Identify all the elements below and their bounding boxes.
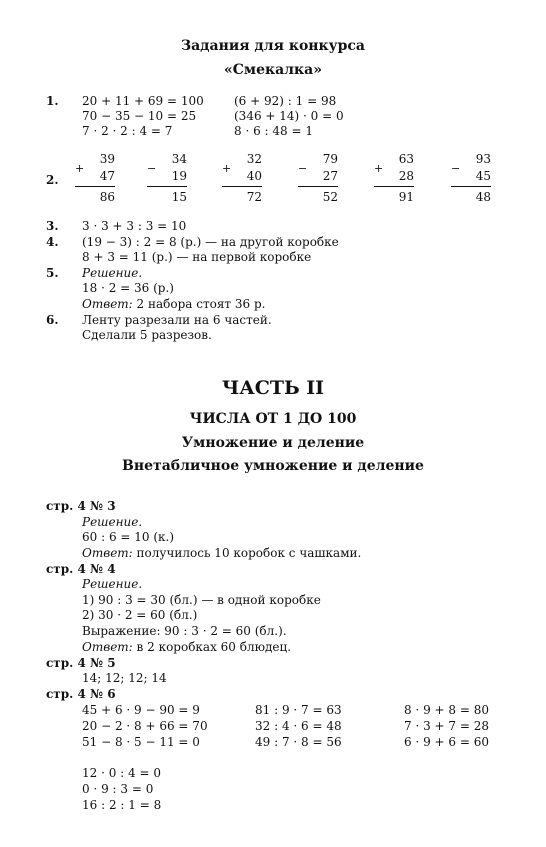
solution-label: Решение. — [82, 515, 143, 529]
column-calculation — [298, 152, 338, 207]
answer-text: 2 набора стоят 36 р. — [132, 297, 266, 311]
operand: 19 — [171, 169, 187, 183]
operator: + — [75, 162, 85, 175]
operand: 32 — [246, 152, 262, 166]
equation: (346 + 14) · 0 = 0 — [234, 109, 344, 123]
contest-subtitle: «Смекалка» — [224, 62, 322, 78]
task-reference: стр. 4 № 5 — [46, 656, 116, 670]
task-reference: стр. 4 № 6 — [46, 687, 116, 701]
equation: 70 − 35 − 10 = 25 — [82, 109, 197, 123]
subsection-heading: Внетабличное умножение и деление — [122, 458, 424, 474]
result: 48 — [451, 186, 491, 207]
text-line: 1) 90 : 3 = 30 (бл.) — в одной коробке — [82, 593, 321, 607]
equation: 7 · 2 · 2 : 4 = 7 — [82, 124, 173, 138]
equation: 81 : 9 · 7 = 63 — [255, 703, 342, 717]
answer-line — [82, 546, 361, 561]
equation: 16 : 2 : 1 = 8 — [82, 798, 162, 812]
result: 15 — [147, 186, 187, 207]
equation: (6 + 92) : 1 = 98 — [234, 94, 337, 108]
operand: 47 — [99, 169, 115, 183]
part-title: ЧАСТЬ II — [221, 377, 325, 399]
result: 72 — [222, 186, 262, 207]
operand: 28 — [398, 169, 414, 183]
equation: 18 · 2 = 36 (р.) — [82, 281, 174, 295]
section-heading: Умножение и деление — [181, 435, 365, 451]
column-calculation — [451, 152, 491, 207]
equation: 0 · 9 : 3 = 0 — [82, 782, 154, 796]
item-number: 1. — [46, 94, 59, 108]
text-line: Сделали 5 разрезов. — [82, 328, 212, 342]
text-line: 2) 30 · 2 = 60 (бл.) — [82, 608, 198, 622]
result: 86 — [75, 186, 115, 207]
item-number: 2. — [46, 173, 59, 187]
equation: 49 : 7 · 8 = 56 — [255, 735, 342, 749]
operator: + — [374, 162, 384, 175]
equation: 3 · 3 + 3 : 3 = 10 — [82, 219, 187, 233]
operand: 27 — [322, 169, 338, 183]
answer-text: в 2 коробках 60 блюдец. — [132, 640, 292, 654]
answer-label: Ответ: — [82, 546, 133, 560]
result: 52 — [298, 186, 338, 207]
operator: − — [451, 162, 461, 175]
text-line: (19 − 3) : 2 = 8 (р.) — на другой коробке — [82, 235, 339, 249]
task-reference: стр. 4 № 3 — [46, 499, 116, 513]
equation: 20 + 11 + 69 = 100 — [82, 94, 204, 108]
operator: − — [298, 162, 308, 175]
answer-text: получилось 10 коробок с чашками. — [132, 546, 362, 560]
answer-label: Ответ: — [82, 640, 133, 654]
task-reference: стр. 4 № 4 — [46, 562, 116, 576]
equation: 32 : 4 · 6 = 48 — [255, 719, 342, 733]
equation: 7 · 3 + 7 = 28 — [404, 719, 489, 733]
column-calculation — [147, 152, 187, 207]
text-line: 14; 12; 12; 14 — [82, 671, 167, 685]
part-subtitle: ЧИСЛА ОТ 1 ДО 100 — [189, 411, 357, 427]
operand: 79 — [322, 152, 338, 166]
column-calculation — [222, 152, 262, 207]
equation: 45 + 6 · 9 − 90 = 9 — [82, 703, 200, 717]
text-line: 8 + 3 = 11 (р.) — на первой коробке — [82, 250, 312, 264]
text-line: Ленту разрезали на 6 частей. — [82, 313, 272, 327]
equation: 12 · 0 : 4 = 0 — [82, 766, 161, 780]
result: 91 — [374, 186, 414, 207]
item-number: 3. — [46, 219, 59, 233]
equation: 8 · 9 + 8 = 80 — [404, 703, 489, 717]
answer-line — [82, 640, 291, 655]
equation: 60 : 6 = 10 (к.) — [82, 530, 175, 544]
solution-label: Решение. — [82, 577, 143, 591]
answer-line — [82, 297, 265, 312]
equation: 51 − 8 · 5 − 11 = 0 — [82, 735, 200, 749]
operand: 63 — [398, 152, 414, 166]
column-calculation — [75, 152, 115, 207]
operand: 40 — [246, 169, 262, 183]
item-number: 4. — [46, 235, 59, 249]
operand: 93 — [475, 152, 491, 166]
answer-label: Ответ: — [82, 297, 133, 311]
contest-title: Задания для конкурса — [181, 38, 365, 54]
operator: − — [147, 162, 157, 175]
text-line: Выражение: 90 : 3 · 2 = 60 (бл.). — [82, 624, 287, 638]
equation: 6 · 9 + 6 = 60 — [404, 735, 489, 749]
operand: 39 — [99, 152, 115, 166]
solution-label: Решение. — [82, 266, 143, 280]
column-calculation — [374, 152, 414, 207]
operator: + — [222, 162, 232, 175]
equation: 20 − 2 · 8 + 66 = 70 — [82, 719, 208, 733]
operand: 34 — [171, 152, 187, 166]
item-number: 6. — [46, 313, 59, 327]
equation: 8 · 6 : 48 = 1 — [234, 124, 313, 138]
operand: 45 — [475, 169, 491, 183]
item-number: 5. — [46, 266, 59, 280]
